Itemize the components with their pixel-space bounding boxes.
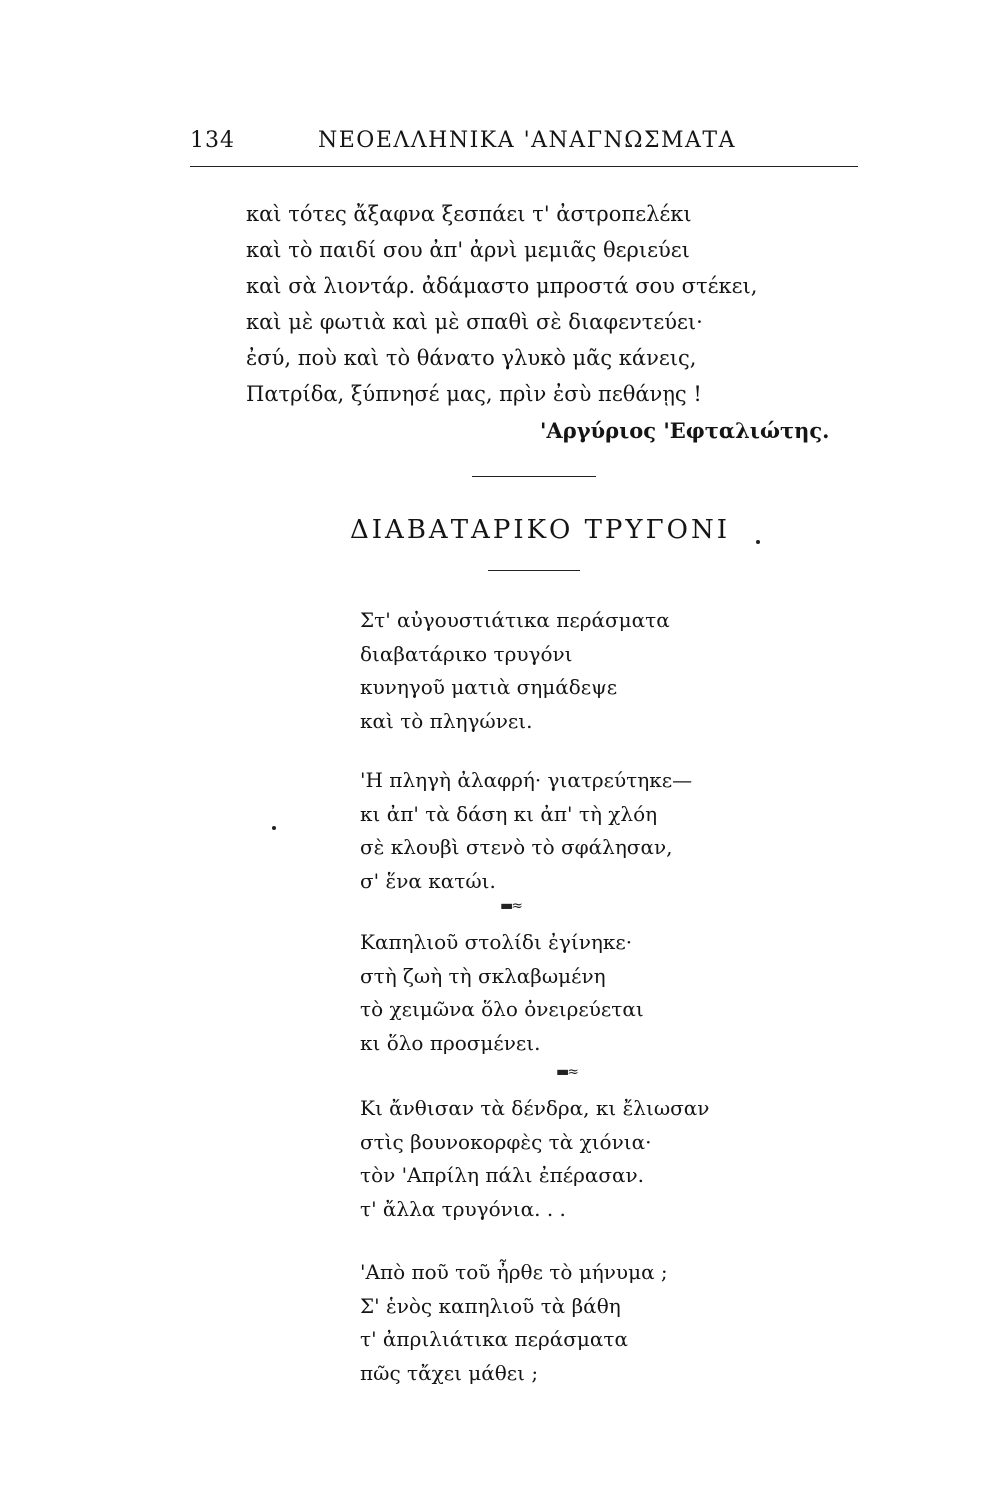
verse-line: πῶς τἄχει μάθει ; bbox=[360, 1360, 539, 1385]
verse-line: τὸν 'Απρίλη πάλι ἐπέρασαν. bbox=[360, 1163, 645, 1187]
verse-line: κι ἀπ' τὰ δάση κι ἀπ' τὴ χλόη bbox=[360, 801, 658, 826]
verse-line: στὴ ζωὴ τὴ σκλαβωμένη bbox=[360, 963, 606, 988]
verse-line: σὲ κλουβὶ στενὸ τὸ σφάλησαν, bbox=[360, 835, 673, 859]
stanza-5 bbox=[360, 1256, 668, 1390]
verse-line: καὶ τὸ πληγώνει. bbox=[360, 708, 533, 733]
stanza-2 bbox=[360, 764, 692, 898]
verse-line: τ' ἄλλα τρυγόνια. . . bbox=[360, 1196, 566, 1221]
verse-line: καὶ τὸ παιδί σου ἀπ' ἀρνὶ μεμιᾶς θεριεύει bbox=[246, 238, 690, 262]
stanza-1 bbox=[360, 604, 670, 738]
verse-line: διαβατάρικο τρυγόνι bbox=[360, 641, 573, 666]
running-title: ΝΕΟΕΛΛΗΝΙΚΑ 'ΑΝΑΓΝΩΣΜΑΤΑ bbox=[318, 128, 736, 153]
verse-line: καὶ μὲ φωτιὰ καὶ μὲ σπαθὶ σὲ διαφεντεύει· bbox=[246, 310, 703, 334]
verse-line: τὸ χειμῶνα ὅλο ὀνειρεύεται bbox=[360, 997, 644, 1021]
verse-line: Σ' ἑνὸς καπηλιοῦ τὰ βάθη bbox=[360, 1293, 621, 1318]
verse-line: κι ὅλο προσμένει. bbox=[360, 1030, 541, 1055]
verse-line: καὶ σὰ λιοντάρ. ἀδάμαστο μπροστά σου στέκει, bbox=[246, 274, 758, 298]
stanza-4 bbox=[360, 1092, 709, 1226]
author-signature: 'Αργύριος 'Εφταλιώτης. bbox=[540, 418, 830, 443]
stanza-3 bbox=[360, 926, 644, 1060]
verse-line: ἐσύ, ποὺ καὶ τὸ θάνατο γλυκὸ μᾶς κάνεις, bbox=[246, 346, 697, 370]
verse-line: σ' ἕνα κατώι. bbox=[360, 868, 496, 893]
verse-line: τ' ἀπριλιάτικα περάσματα bbox=[360, 1327, 628, 1351]
verse-line: Κι ἄνθισαν τὰ δένδρα, κι ἔλιωσαν bbox=[360, 1096, 710, 1120]
verse-line: κυνηγοῦ ματιὰ σημάδεψε bbox=[360, 675, 618, 699]
page-number: 134 bbox=[190, 128, 235, 153]
previous-poem-ending bbox=[246, 196, 757, 412]
poem-title: ΔΙΑΒΑΤΑΡΙΚΟ ΤΡΥΓΟΝΙ bbox=[350, 515, 730, 545]
print-smudge-icon: ▬≈ bbox=[500, 898, 521, 914]
verse-line: Πατρίδα, ξύπνησέ μας, πρὶν ἐσὺ πεθάνῃς ! bbox=[246, 382, 702, 406]
verse-line: στὶς βουνοκορφὲς τὰ χιόνια· bbox=[360, 1129, 652, 1154]
section-divider-bottom bbox=[488, 570, 580, 571]
ink-speck bbox=[756, 540, 760, 544]
section-divider-top bbox=[472, 476, 596, 477]
verse-line: Στ' αὐγουστιάτικα περάσματα bbox=[360, 608, 670, 632]
header-rule bbox=[190, 166, 858, 167]
ink-speck bbox=[272, 826, 276, 830]
verse-line: 'Η πληγὴ ἀλαφρή· γιατρεύτηκε— bbox=[360, 768, 693, 792]
verse-line: καὶ τότες ἄξαφνα ξεσπάει τ' ἀστροπελέκι bbox=[246, 202, 692, 226]
verse-line: Καπηλιοῦ στολίδι ἐγίνηκε· bbox=[360, 930, 633, 954]
print-smudge-icon: ▬≈ bbox=[556, 1064, 577, 1080]
verse-line: 'Απὸ ποῦ τοῦ ἦρθε τὸ μήνυμα ; bbox=[360, 1260, 668, 1284]
